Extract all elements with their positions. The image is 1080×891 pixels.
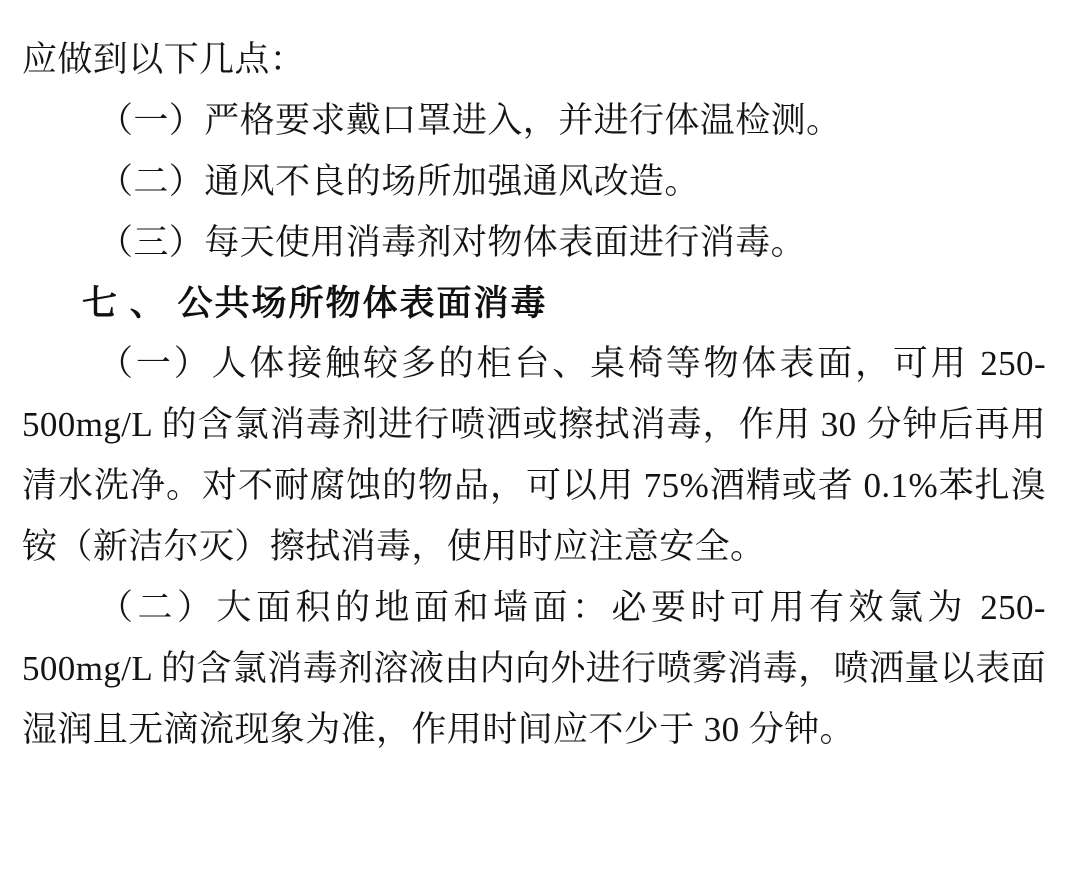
section-heading: 七 、 公共场所物体表面消毒 <box>82 283 548 323</box>
section-paragraph: （二）大面积的地面和墙面：必要时可用有效氯为 250-500mg/L 的含氯消毒剂溶液由内向外进行喷雾消毒，喷洒量以表面湿润且无滴流现象为准，作用时间应不少于 30 分钟。 <box>22 588 1046 749</box>
list-item: （一）严格要求戴口罩进入，并进行体温检测。 <box>98 100 842 140</box>
list-item: （三）每天使用消毒剂对物体表面进行消毒。 <box>98 222 807 262</box>
list-item: （二）通风不良的场所加强通风改造。 <box>98 161 700 201</box>
section-paragraph: （一）人体接触较多的柜台、桌椅等物体表面，可用 250-500mg/L 的含氯消毒剂进行喷洒或擦拭消毒，作用 30 分钟后再用清水洗净。对不耐腐蚀的物品，可以用 75%酒精或者 0.1%苯扎溴铵（新洁尔灭）擦拭消毒，使用时应注意安全。 <box>22 344 1046 567</box>
lead-in-text: 应做到以下几点： <box>22 40 306 79</box>
